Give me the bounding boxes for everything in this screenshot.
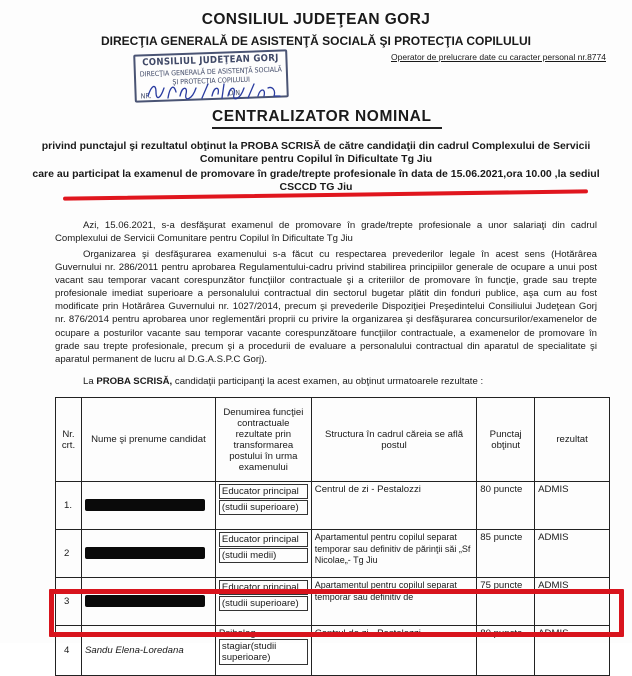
row-structure: Apartamentul pentru copilul separat temporar sau definitiv de <box>311 578 476 626</box>
row-structure: Centrul de zi - Pestalozzi <box>311 482 476 530</box>
row-points: 75 puncte <box>477 578 535 626</box>
row-points: 80 puncte <box>477 482 535 530</box>
subtitle-line-2: Comunitare pentru Copilul în Dificultate Tg Jiu <box>199 153 433 165</box>
table-row <box>56 530 610 578</box>
row-points: 85 puncte <box>477 530 535 578</box>
row-function <box>215 530 311 578</box>
row-name-redacted <box>81 482 215 530</box>
header-result: rezultat <box>535 398 610 482</box>
header-function: Denumirea funcţiei contractuale rezultate prin transformarea postului în urma examenului <box>215 398 311 482</box>
results-intro-prefix: La <box>83 376 94 387</box>
row-structure: Centrul de zi - Pestalozzi <box>311 626 476 676</box>
table-row <box>56 482 610 530</box>
row-result: ADMIS <box>535 482 610 530</box>
function-title: Educator principal <box>219 580 308 595</box>
header-name: Nume şi prenume candidat <box>81 398 215 482</box>
row-structure: Apartamentul pentru copilul separat temporar sau definitiv de părinţii săi „Sf Nicolae„- Tg Jiu <box>311 530 476 578</box>
red-highlight-box <box>49 589 624 637</box>
handwritten-registration-number <box>144 78 284 104</box>
stamp-line-3: ŞI PROTECŢIA COPILULUI <box>172 75 251 87</box>
paragraph-legal <box>55 248 597 366</box>
stamp-line-1: CONSILIUL JUDEŢEAN GORJ <box>142 52 279 69</box>
row-result: ADMIS <box>535 530 610 578</box>
row-nr: 2 <box>56 530 82 578</box>
operator-note: Operator de prelucrare date cu caracter personal nr.8774 <box>391 52 606 62</box>
results-intro-suffix: candidaţii participanţi la acest examen, au obţinut urmatoarele rezultate : <box>174 376 484 387</box>
row-candidate-name: Sandu Elena-Loredana <box>81 626 215 676</box>
row-points: 80 puncte <box>477 626 535 676</box>
function-studies: stagiar(studii superioare) <box>219 639 308 665</box>
function-studies: (studii superioare) <box>219 500 308 515</box>
function-studies: (studii medii) <box>219 548 308 563</box>
paragraph-results-intro <box>55 375 597 388</box>
paragraph-intro <box>55 219 597 245</box>
table-header-row <box>56 398 610 482</box>
header-nr: Nr. crt. <box>56 398 82 482</box>
subtitle-line-1: privind punctajul şi rezultatul obţinut la PROBA SCRISĂ de către candidaţii din cadrul Complexului de Servicii <box>41 140 591 152</box>
stamp-line-2: DIRECŢIA GENERALĂ DE ASISTENŢĂ SOCIALĂ <box>139 65 283 79</box>
redaction-bar <box>85 547 205 559</box>
stamp-din-label: DIN <box>228 88 241 98</box>
row-nr: 1. <box>56 482 82 530</box>
row-name-redacted <box>81 530 215 578</box>
redaction-bar <box>85 499 205 511</box>
department-title: DIRECŢIA GENERALĂ DE ASISTENŢĂ SOCIALĂ ŞI PROTECŢIA COPILULUI <box>100 34 531 48</box>
row-nr: 4 <box>56 626 82 676</box>
row-nr: 3 <box>56 578 82 626</box>
institution-title: CONSILIUL JUDEŢEAN GORJ <box>201 11 431 28</box>
header-structure: Structura în cadrul căreia se află postul <box>311 398 476 482</box>
row-function <box>215 482 311 530</box>
results-intro-bold: PROBA SCRISĂ, <box>96 376 173 387</box>
function-title: Educator principal <box>219 484 308 499</box>
function-title: Educator principal <box>219 532 308 547</box>
paragraph-intro-text: Azi, 15.06.2021, s-a desfăşurat examenul de promovare în grade/trepte profesionale a unor salariaţi din cadrul Complexului de Servicii Comunitare pentru Copilul în Dificultate Tg Jiu <box>55 220 597 245</box>
header-points: Punctaj obţinut <box>477 398 535 482</box>
stamp-nr-label: NR. <box>140 92 152 101</box>
subtitle-line-3: care au participat la examenul de promovare în grade/trepte profesionale în data de 15.06.2021,ora 10.00 ,la sediul <box>32 168 600 180</box>
document-title: CENTRALIZATOR NOMINAL <box>212 108 432 125</box>
function-studies: (studii superioare) <box>219 596 308 611</box>
row-result: ADMIS <box>535 578 610 626</box>
subtitle-line-4: CSCCD TG Jiu <box>279 181 353 193</box>
row-result: ADMIS <box>535 626 610 676</box>
title-underline <box>212 127 442 129</box>
function-title: Psiholog <box>218 628 256 639</box>
paragraph-legal-text: Organizarea şi desfăşurarea examenului s-a făcut cu respectarea prevederilor legale în acest sens (Hotărârea Guvernului nr. 286/2011 pentru aprobarea Regulamentului-cadru privind stabilirea principiilor generale de ocupare a unui post vacant sau temporar vacant corespunzător funcţiilor contractuale şi a criteriilor de promovare în funcţie, grade sau trepte profesionale imediat superioare a personalului contractual din sectorul bugetar plătit din fonduri publice, aşa cum au fost modificate prin Hotărârea Guvernului nr. 1027/2014, precum şi prevederile Dispoziţiei Preşedintelui Consiliului Judeţean Gorj nr. 876/2014 pentru aprobarea unor reglementări proprii cu privire la organizarea şi desfăşurarea concursurilor/examenelor de ocupare a posturilor vacante sau temporar vacante corespunzătoare funcţiilor contractuale, a examenelor de promovare în grade sau trepte profesionale, precum şi a procedurii de evaluare a personalului contractual din aparatul de specialitate şi aparatul permanent de lucru al D.G.A.S.P.C Gorj). <box>55 249 597 365</box>
